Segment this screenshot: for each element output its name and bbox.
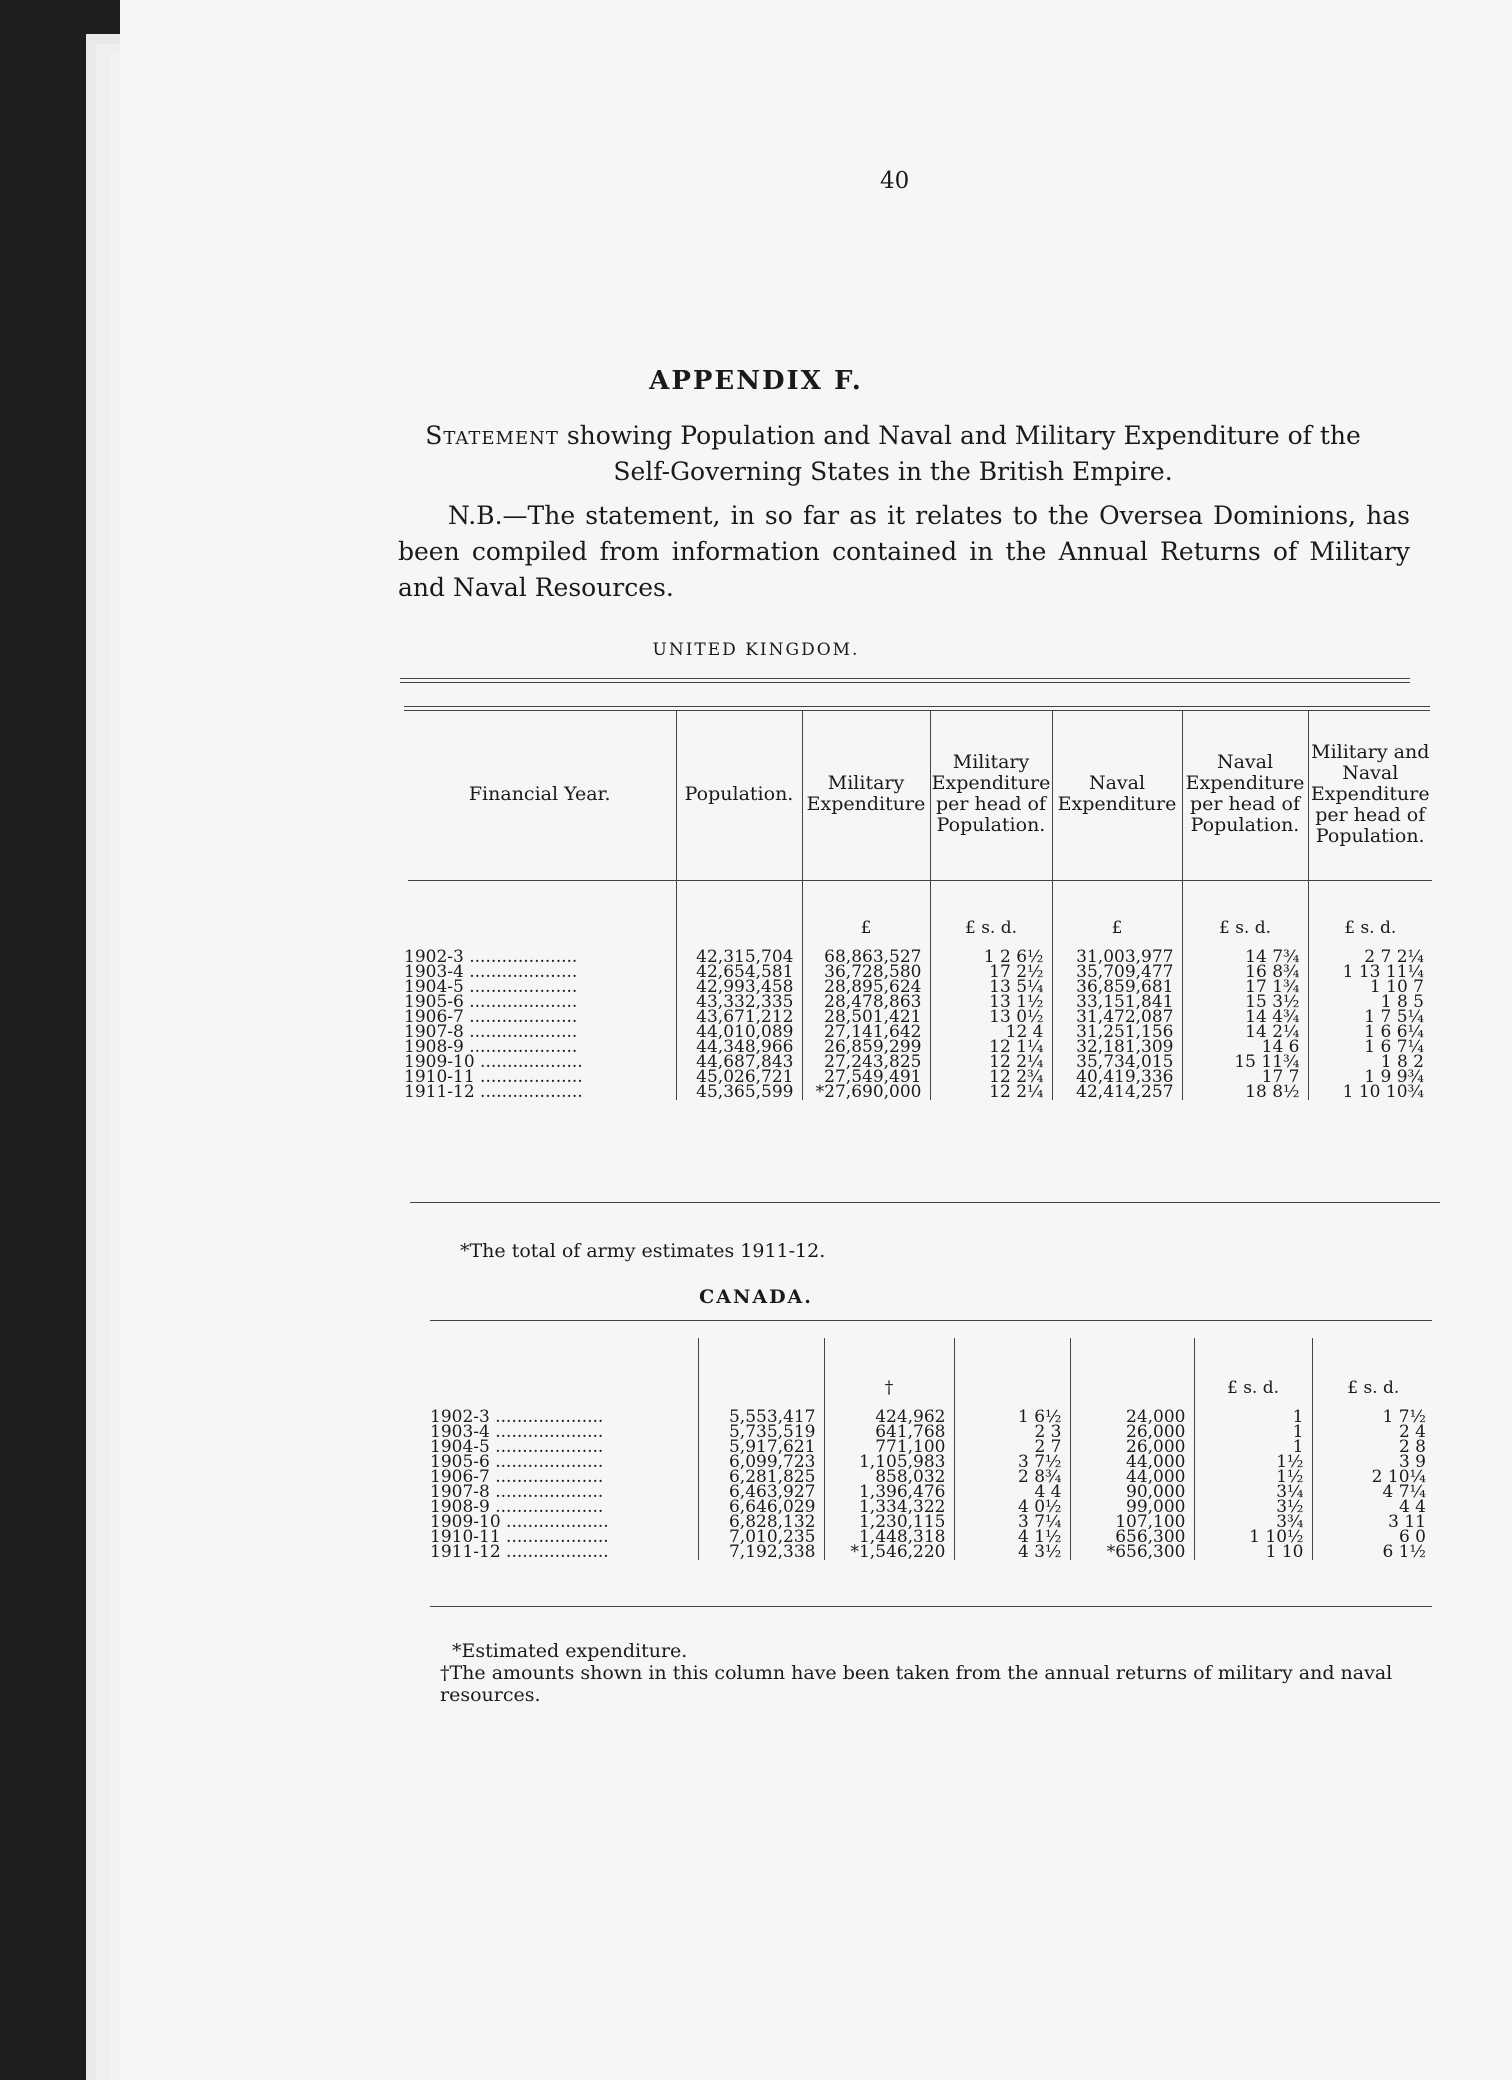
units-cell bbox=[430, 1338, 698, 1410]
cell-pop: 6,281,825 bbox=[698, 1470, 824, 1485]
uk-header-row bbox=[404, 710, 1432, 878]
cell-navhead: 15 3½ bbox=[1182, 995, 1308, 1010]
cell-mil: 858,032 bbox=[824, 1470, 954, 1485]
cell-pop: 7,010,235 bbox=[698, 1530, 824, 1545]
cell-nav: 31,003,977 bbox=[1052, 950, 1182, 965]
canada-table-body bbox=[430, 1407, 1434, 1562]
cell-nav: 26,000 bbox=[1070, 1440, 1194, 1455]
cell-tot: 2 10¼ bbox=[1312, 1470, 1434, 1485]
cell-mil: 771,100 bbox=[824, 1440, 954, 1455]
cell-navhead: 14 7¾ bbox=[1182, 950, 1308, 965]
cell-navhead: 3½ bbox=[1194, 1500, 1312, 1515]
cell-navhead: 1 10 bbox=[1194, 1545, 1312, 1560]
cell-navhead: 14 2¼ bbox=[1182, 1025, 1308, 1040]
cell-navhead: 1 bbox=[1194, 1425, 1312, 1440]
cell-pop: 6,099,723 bbox=[698, 1455, 824, 1470]
cell-mil: 27,549,491 bbox=[802, 1070, 930, 1085]
cell-tot: 1 6 7¼ bbox=[1308, 1040, 1432, 1055]
cell-tot: 3 9 bbox=[1312, 1455, 1434, 1470]
canada-units-row bbox=[430, 1338, 1434, 1410]
cell-navhead: 1 10½ bbox=[1194, 1530, 1312, 1545]
canada-section-title: CANADA. bbox=[699, 1286, 813, 1308]
cell-year: 1902-3 .................... bbox=[404, 947, 578, 967]
uk-units-row bbox=[404, 878, 1432, 950]
cell-milhead: 12 2¼ bbox=[930, 1055, 1052, 1070]
units-cell: £ s. d. bbox=[930, 878, 1052, 950]
cell-milhead: 13 0½ bbox=[930, 1010, 1052, 1025]
cell-milhead: 13 1½ bbox=[930, 995, 1052, 1010]
cell-tot: 3 11 bbox=[1312, 1515, 1434, 1530]
cell-milhead: 3 7½ bbox=[954, 1455, 1070, 1470]
statement-lead: Statement bbox=[425, 421, 559, 450]
cell-mil: 28,478,863 bbox=[802, 995, 930, 1010]
units-cell bbox=[698, 1338, 824, 1410]
cell-year: 1903-4 .................... bbox=[430, 1422, 604, 1442]
col-header-military: Military Expenditure bbox=[802, 710, 930, 878]
cell-navhead: 14 6 bbox=[1182, 1040, 1308, 1055]
cell-milhead: 2 3 bbox=[954, 1425, 1070, 1440]
table-row bbox=[404, 1085, 1432, 1100]
units-cell: £ bbox=[1052, 878, 1182, 950]
units-cell bbox=[954, 1338, 1070, 1410]
cell-tot: 1 7 5¼ bbox=[1308, 1010, 1432, 1025]
cell-mil: 28,501,421 bbox=[802, 1010, 930, 1025]
cell-navhead: 15 11¾ bbox=[1182, 1055, 1308, 1070]
cell-tot: 1 10 7 bbox=[1308, 980, 1432, 995]
cell-year: 1908-9 .................... bbox=[404, 1037, 578, 1057]
col-header-total-per-head: Military and Naval Expenditure per head of Population. bbox=[1308, 710, 1432, 878]
uk-bottom-rule bbox=[410, 1202, 1440, 1203]
cell-mil: 424,962 bbox=[824, 1410, 954, 1425]
cell-pop: 44,010,089 bbox=[676, 1025, 802, 1040]
cell-year: 1909-10 ................... bbox=[404, 1052, 583, 1072]
cell-milhead: 1 2 6½ bbox=[930, 950, 1052, 965]
statement-heading bbox=[398, 418, 1388, 490]
cell-milhead: 17 2½ bbox=[930, 965, 1052, 980]
cell-milhead: 4 4 bbox=[954, 1485, 1070, 1500]
cell-mil: 1,105,983 bbox=[824, 1455, 954, 1470]
canada-table bbox=[430, 1338, 1434, 1560]
cell-pop: 5,735,519 bbox=[698, 1425, 824, 1440]
cell-year: 1910-11 ................... bbox=[404, 1067, 583, 1087]
cell-year: 1906-7 .................... bbox=[404, 1007, 578, 1027]
cell-nav: 26,000 bbox=[1070, 1425, 1194, 1440]
units-cell: £ s. d. bbox=[1194, 1338, 1312, 1410]
col-header-naval-per-head: Naval Expenditure per head of Population. bbox=[1182, 710, 1308, 878]
cell-mil: 1,448,318 bbox=[824, 1530, 954, 1545]
cell-nav: 44,000 bbox=[1070, 1470, 1194, 1485]
page-number: 40 bbox=[880, 168, 910, 194]
cell-pop: 5,553,417 bbox=[698, 1410, 824, 1425]
cell-year: 1908-9 .................... bbox=[430, 1497, 604, 1517]
cell-pop: 44,687,843 bbox=[676, 1055, 802, 1070]
cell-tot: 2 8 bbox=[1312, 1440, 1434, 1455]
cell-milhead: 4 1½ bbox=[954, 1530, 1070, 1545]
cell-tot: 1 9 9¾ bbox=[1308, 1070, 1432, 1085]
cell-pop: 45,365,599 bbox=[676, 1085, 802, 1100]
cell-tot: 4 7¼ bbox=[1312, 1485, 1434, 1500]
units-cell bbox=[676, 878, 802, 950]
canada-footnote-dagger: †The amounts shown in this column have been taken from the annual returns of military and naval resources. bbox=[440, 1662, 1393, 1706]
cell-mil: 36,728,580 bbox=[802, 965, 930, 980]
cell-milhead: 12 1¼ bbox=[930, 1040, 1052, 1055]
col-header-naval: Naval Expenditure bbox=[1052, 710, 1182, 878]
cell-nav: 40,419,336 bbox=[1052, 1070, 1182, 1085]
cell-nav: 44,000 bbox=[1070, 1455, 1194, 1470]
units-cell: £ s. d. bbox=[1312, 1338, 1434, 1410]
cell-navhead: 18 8½ bbox=[1182, 1085, 1308, 1100]
cell-tot: 1 10 10¾ bbox=[1308, 1085, 1432, 1100]
cell-navhead: 1 bbox=[1194, 1440, 1312, 1455]
cell-year: 1904-5 .................... bbox=[404, 977, 578, 997]
cell-tot: 6 0 bbox=[1312, 1530, 1434, 1545]
cell-tot: 2 4 bbox=[1312, 1425, 1434, 1440]
canada-bottom-rule bbox=[430, 1606, 1432, 1607]
cell-nav: 107,100 bbox=[1070, 1515, 1194, 1530]
uk-section-title: UNITED KINGDOM. bbox=[652, 640, 860, 660]
cell-milhead: 2 7 bbox=[954, 1440, 1070, 1455]
cell-nav: 42,414,257 bbox=[1052, 1085, 1182, 1100]
canada-footnote-estimated: *Estimated expenditure. bbox=[452, 1640, 688, 1662]
cell-milhead: 4 3½ bbox=[954, 1545, 1070, 1560]
statement-text: showing Population and Naval and Military Expenditure of the Self-Governing States in the British Empire. bbox=[566, 421, 1361, 486]
cell-mil: 1,396,476 bbox=[824, 1485, 954, 1500]
cell-milhead: 12 2¼ bbox=[930, 1085, 1052, 1100]
units-cell: £ s. d. bbox=[1182, 878, 1308, 950]
cell-nav: 33,151,841 bbox=[1052, 995, 1182, 1010]
cell-mil: 1,230,115 bbox=[824, 1515, 954, 1530]
cell-mil: 27,141,642 bbox=[802, 1025, 930, 1040]
cell-pop: 43,671,212 bbox=[676, 1010, 802, 1025]
cell-year: 1903-4 .................... bbox=[404, 962, 578, 982]
cell-navhead: 3¼ bbox=[1194, 1485, 1312, 1500]
nb-paragraph: N.B.—The statement, in so far as it relates to the Oversea Dominions, has been compiled from information contained in the Annual Returns of Military and Naval Resources. bbox=[398, 501, 1410, 602]
cell-year: 1907-8 .................... bbox=[430, 1482, 604, 1502]
cell-nav: 35,709,477 bbox=[1052, 965, 1182, 980]
cell-nav: *656,300 bbox=[1070, 1545, 1194, 1560]
uk-footnote: *The total of army estimates 1911-12. bbox=[460, 1240, 826, 1262]
cell-tot: 6 1½ bbox=[1312, 1545, 1434, 1560]
cell-tot: 1 13 11¼ bbox=[1308, 965, 1432, 980]
cell-milhead: 4 0½ bbox=[954, 1500, 1070, 1515]
units-cell bbox=[404, 878, 676, 950]
cell-mil: *1,546,220 bbox=[824, 1545, 954, 1560]
col-header-military-per-head: Military Expenditure per head of Population. bbox=[930, 710, 1052, 878]
cell-navhead: 17 1¾ bbox=[1182, 980, 1308, 995]
col-header-year: Financial Year. bbox=[468, 782, 611, 805]
table-row bbox=[430, 1545, 1434, 1560]
cell-nav: 656,300 bbox=[1070, 1530, 1194, 1545]
uk-table-body bbox=[404, 947, 1432, 1102]
cell-nav: 31,472,087 bbox=[1052, 1010, 1182, 1025]
cell-nav: 90,000 bbox=[1070, 1485, 1194, 1500]
units-cell: † bbox=[824, 1338, 954, 1410]
cell-mil: 68,863,527 bbox=[802, 950, 930, 965]
cell-milhead: 13 5¼ bbox=[930, 980, 1052, 995]
units-cell: £ bbox=[802, 878, 930, 950]
cell-navhead: 1½ bbox=[1194, 1470, 1312, 1485]
cell-pop: 7,192,338 bbox=[698, 1545, 824, 1560]
cell-navhead: 1½ bbox=[1194, 1455, 1312, 1470]
cell-pop: 42,993,458 bbox=[676, 980, 802, 995]
cell-year: 1909-10 ................... bbox=[430, 1512, 609, 1532]
cell-nav: 24,000 bbox=[1070, 1410, 1194, 1425]
cell-pop: 43,332,335 bbox=[676, 995, 802, 1010]
cell-navhead: 14 4¾ bbox=[1182, 1010, 1308, 1025]
cell-navhead: 1 bbox=[1194, 1410, 1312, 1425]
uk-table bbox=[404, 710, 1432, 1100]
cell-navhead: 17 7 bbox=[1182, 1070, 1308, 1085]
cell-pop: 42,315,704 bbox=[676, 950, 802, 965]
cell-mil: 26,859,299 bbox=[802, 1040, 930, 1055]
cell-mil: 1,334,322 bbox=[824, 1500, 954, 1515]
cell-milhead: 12 2¾ bbox=[930, 1070, 1052, 1085]
cell-nav: 36,859,681 bbox=[1052, 980, 1182, 995]
cell-year: 1905-6 .................... bbox=[430, 1452, 604, 1472]
cell-tot: 1 7½ bbox=[1312, 1410, 1434, 1425]
canada-top-rule bbox=[430, 1320, 1432, 1321]
appendix-title: APPENDIX F. bbox=[649, 366, 863, 396]
cell-mil: 28,895,624 bbox=[802, 980, 930, 995]
cell-pop: 42,654,581 bbox=[676, 965, 802, 980]
cell-year: 1911-12 ................... bbox=[404, 1082, 583, 1102]
cell-year: 1907-8 .................... bbox=[404, 1022, 578, 1042]
cell-tot: 1 8 5 bbox=[1308, 995, 1432, 1010]
cell-pop: 6,463,927 bbox=[698, 1485, 824, 1500]
cell-year: 1904-5 .................... bbox=[430, 1437, 604, 1457]
cell-pop: 6,646,029 bbox=[698, 1500, 824, 1515]
col-header-population: Population. bbox=[676, 710, 802, 878]
cell-year: 1906-7 .................... bbox=[430, 1467, 604, 1487]
cell-mil: 27,243,825 bbox=[802, 1055, 930, 1070]
cell-tot: 2 7 2¼ bbox=[1308, 950, 1432, 965]
cell-mil: *27,690,000 bbox=[802, 1085, 930, 1100]
cell-year: 1905-6 .................... bbox=[404, 992, 578, 1012]
cell-nav: 32,181,309 bbox=[1052, 1040, 1182, 1055]
uk-top-rule bbox=[400, 678, 1410, 683]
cell-milhead: 3 7¼ bbox=[954, 1515, 1070, 1530]
cell-milhead: 1 6½ bbox=[954, 1410, 1070, 1425]
cell-nav: 99,000 bbox=[1070, 1500, 1194, 1515]
units-cell: £ s. d. bbox=[1308, 878, 1432, 950]
cell-milhead: 12 4 bbox=[930, 1025, 1052, 1040]
cell-pop: 45,026,721 bbox=[676, 1070, 802, 1085]
cell-year: 1902-3 .................... bbox=[430, 1407, 604, 1427]
cell-pop: 5,917,621 bbox=[698, 1440, 824, 1455]
cell-nav: 31,251,156 bbox=[1052, 1025, 1182, 1040]
cell-year: 1910-11 ................... bbox=[430, 1527, 609, 1547]
cell-pop: 6,828,132 bbox=[698, 1515, 824, 1530]
units-cell bbox=[1070, 1338, 1194, 1410]
cell-year: 1911-12 ................... bbox=[430, 1542, 609, 1562]
cell-nav: 35,734,015 bbox=[1052, 1055, 1182, 1070]
cell-navhead: 16 8¾ bbox=[1182, 965, 1308, 980]
cell-mil: 641,768 bbox=[824, 1425, 954, 1440]
cell-tot: 4 4 bbox=[1312, 1500, 1434, 1515]
cell-tot: 1 8 2 bbox=[1308, 1055, 1432, 1070]
cell-milhead: 2 8¾ bbox=[954, 1470, 1070, 1485]
cell-pop: 44,348,966 bbox=[676, 1040, 802, 1055]
cell-tot: 1 6 6¼ bbox=[1308, 1025, 1432, 1040]
cell-navhead: 3¾ bbox=[1194, 1515, 1312, 1530]
